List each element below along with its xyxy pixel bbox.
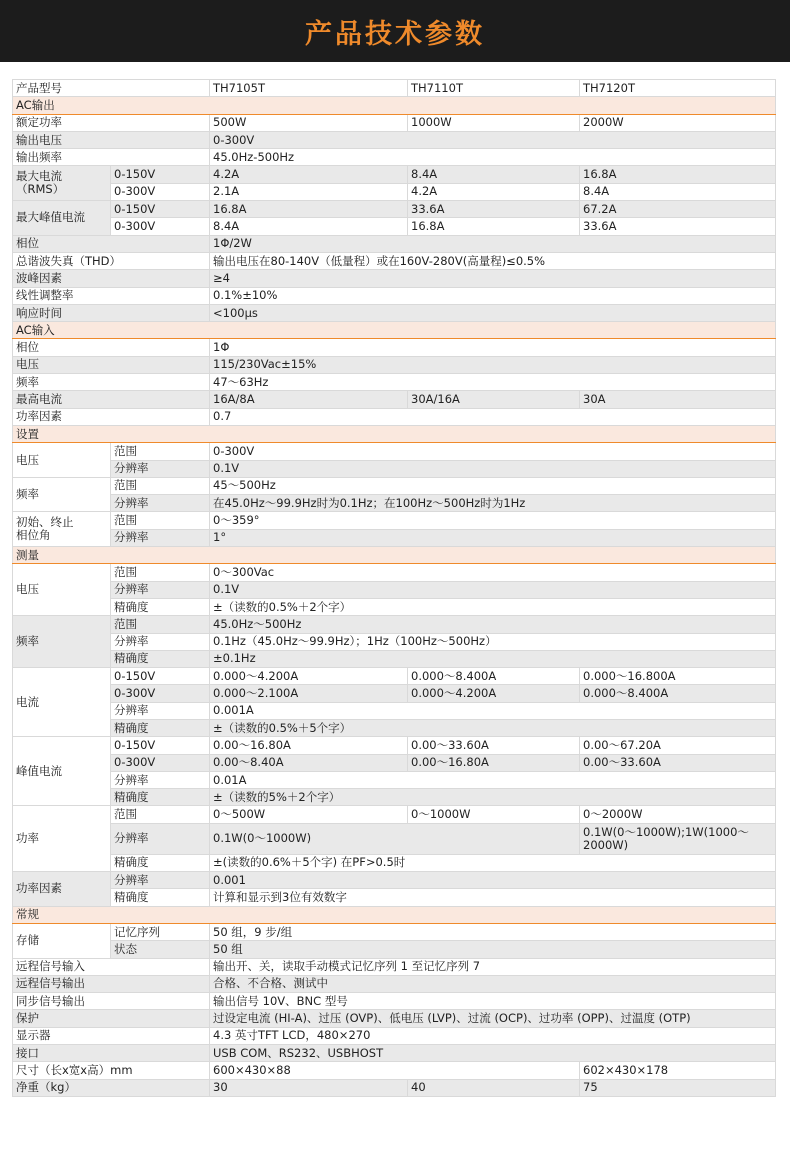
table-row bbox=[13, 339, 776, 356]
table-row bbox=[13, 1010, 776, 1027]
cell-value: 0.7 bbox=[210, 408, 776, 425]
sub-label: 分辨率 bbox=[111, 529, 210, 546]
table-row bbox=[13, 356, 776, 373]
cell-value: ±(读数的0.6%＋5个字) 在PF>0.5时 bbox=[210, 854, 776, 871]
row-label: 显示器 bbox=[13, 1027, 210, 1044]
cell-value: 45.0Hz～500Hz bbox=[210, 616, 776, 633]
cell-value: 45.0Hz-500Hz bbox=[210, 149, 776, 166]
cell-value: 500W bbox=[210, 114, 408, 131]
table-row bbox=[13, 304, 776, 321]
table-row bbox=[13, 218, 776, 235]
cell-value: 计算和显示到3位有效数字 bbox=[210, 889, 776, 906]
range-label: 0-300V bbox=[111, 218, 210, 235]
cell-value: 16.8A bbox=[210, 201, 408, 218]
row-label: 保护 bbox=[13, 1010, 210, 1027]
table-row bbox=[13, 737, 776, 754]
table-row bbox=[13, 201, 776, 218]
cell-value: 0.00～16.80A bbox=[210, 737, 408, 754]
range-label: 0-300V bbox=[111, 754, 210, 771]
cell-value: 0.1W(0～1000W) bbox=[210, 823, 580, 854]
row-label: 远程信号输入 bbox=[13, 958, 210, 975]
table-row bbox=[13, 477, 776, 494]
row-label: 远程信号输出 bbox=[13, 975, 210, 992]
row-label: 额定功率 bbox=[13, 114, 210, 131]
table-row bbox=[13, 495, 776, 512]
cell-value: 2000W bbox=[580, 114, 776, 131]
cell-value: 0～359° bbox=[210, 512, 776, 529]
model-3: TH7120T bbox=[580, 80, 776, 97]
cell-value: 115/230Vac±15% bbox=[210, 356, 776, 373]
row-label: 线性调整率 bbox=[13, 287, 210, 304]
table-row bbox=[13, 391, 776, 408]
range-label: 0-150V bbox=[111, 166, 210, 183]
row-label: 最大电流 （RMS） bbox=[13, 166, 111, 201]
cell-value: 0.000～8.400A bbox=[408, 668, 580, 685]
cell-value: USB COM、RS232、USBHOST bbox=[210, 1045, 776, 1062]
sub-label: 精确度 bbox=[111, 889, 210, 906]
cell-value: 0.000～8.400A bbox=[580, 685, 776, 702]
row-label: 同步信号输出 bbox=[13, 993, 210, 1010]
table-row bbox=[13, 685, 776, 702]
sub-label: 精确度 bbox=[111, 854, 210, 871]
sub-label: 分辨率 bbox=[111, 633, 210, 650]
sub-label: 范围 bbox=[111, 806, 210, 823]
row-label: 相位 bbox=[13, 339, 210, 356]
cell-value: 0-300V bbox=[210, 131, 776, 148]
table-row bbox=[13, 252, 776, 269]
cell-value: ±0.1Hz bbox=[210, 650, 776, 667]
row-label: 尺寸（长x宽x高）mm bbox=[13, 1062, 210, 1079]
row-label: 输出频率 bbox=[13, 149, 210, 166]
cell-value: 8.4A bbox=[210, 218, 408, 235]
cell-value: 0～300Vac bbox=[210, 564, 776, 581]
table-row bbox=[13, 166, 776, 183]
range-label: 0-300V bbox=[111, 183, 210, 200]
model-2: TH7110T bbox=[408, 80, 580, 97]
cell-value: 4.2A bbox=[210, 166, 408, 183]
sub-label: 精确度 bbox=[111, 650, 210, 667]
sub-label: 分辨率 bbox=[111, 581, 210, 598]
table-row bbox=[13, 512, 776, 529]
cell-value: 0.000～16.800A bbox=[580, 668, 776, 685]
row-label: 电压 bbox=[13, 443, 111, 478]
cell-value: 30A/16A bbox=[408, 391, 580, 408]
row-label: 初始、终止 相位角 bbox=[13, 512, 111, 547]
cell-value: 30A bbox=[580, 391, 776, 408]
cell-value: 0.000～4.200A bbox=[408, 685, 580, 702]
row-label: 接口 bbox=[13, 1045, 210, 1062]
table-row bbox=[13, 616, 776, 633]
section-general bbox=[13, 906, 776, 923]
row-label: 最大峰值电流 bbox=[13, 201, 111, 236]
table-row bbox=[13, 806, 776, 823]
table-row bbox=[13, 460, 776, 477]
row-label: 电压 bbox=[13, 356, 210, 373]
row-label: 波峰因素 bbox=[13, 270, 210, 287]
cell-value: 0.001 bbox=[210, 872, 776, 889]
section-settings bbox=[13, 425, 776, 442]
cell-value: 45～500Hz bbox=[210, 477, 776, 494]
section-title: AC输出 bbox=[13, 97, 776, 114]
cell-value: 1Φ bbox=[210, 339, 776, 356]
cell-value: 0.00～33.60A bbox=[408, 737, 580, 754]
cell-value: 输出信号 10V、BNC 型号 bbox=[210, 993, 776, 1010]
cell-value: 2.1A bbox=[210, 183, 408, 200]
table-row bbox=[13, 993, 776, 1010]
cell-value: 0.1Hz（45.0Hz～99.9Hz）；1Hz（100Hz～500Hz） bbox=[210, 633, 776, 650]
section-title: AC输入 bbox=[13, 322, 776, 339]
sub-label: 分辨率 bbox=[111, 495, 210, 512]
cell-value: ±（读数的0.5%＋2个字） bbox=[210, 598, 776, 615]
cell-value: 50 组 bbox=[210, 941, 776, 958]
cell-value: 0.1W(0～1000W);1W(1000～2000W) bbox=[580, 823, 776, 854]
cell-value: 8.4A bbox=[580, 183, 776, 200]
table-row bbox=[13, 1045, 776, 1062]
cell-value: 4.3 英寸TFT LCD，480×270 bbox=[210, 1027, 776, 1044]
row-label: 频率 bbox=[13, 616, 111, 668]
table-row bbox=[13, 598, 776, 615]
cell-value: 输出开、关，读取手动模式记忆序列 1 至记忆序列 7 bbox=[210, 958, 776, 975]
table-row bbox=[13, 287, 776, 304]
row-label: 最高电流 bbox=[13, 391, 210, 408]
sub-label: 分辨率 bbox=[111, 872, 210, 889]
row-label: 总谐波失真（THD） bbox=[13, 252, 210, 269]
sub-label: 分辨率 bbox=[111, 702, 210, 719]
range-label: 0-150V bbox=[111, 668, 210, 685]
section-title: 测量 bbox=[13, 547, 776, 564]
cell-value: 16A/8A bbox=[210, 391, 408, 408]
table-row bbox=[13, 854, 776, 871]
cell-value: 0.1%±10% bbox=[210, 287, 776, 304]
table-row bbox=[13, 719, 776, 736]
table-row bbox=[13, 889, 776, 906]
table-row bbox=[13, 408, 776, 425]
cell-value: 40 bbox=[408, 1079, 580, 1096]
cell-value: 1000W bbox=[408, 114, 580, 131]
section-ac-input bbox=[13, 322, 776, 339]
cell-value: 0～2000W bbox=[580, 806, 776, 823]
table-row bbox=[13, 581, 776, 598]
table-row bbox=[13, 771, 776, 788]
sub-label: 分辨率 bbox=[111, 823, 210, 854]
cell-value: 0.00～16.80A bbox=[408, 754, 580, 771]
cell-value: 0.00～33.60A bbox=[580, 754, 776, 771]
cell-value: 0.000～4.200A bbox=[210, 668, 408, 685]
cell-value: 0.01A bbox=[210, 771, 776, 788]
cell-value: 输出电压在80-140V（低量程）或在160V-280V(高量程)≤0.5% bbox=[210, 252, 776, 269]
row-label: 电压 bbox=[13, 564, 111, 616]
table-row bbox=[13, 1062, 776, 1079]
cell-value: 16.8A bbox=[580, 166, 776, 183]
cell-value: 0～500W bbox=[210, 806, 408, 823]
table-header-row bbox=[13, 80, 776, 97]
model-1: TH7105T bbox=[210, 80, 408, 97]
cell-value: 0.000～2.100A bbox=[210, 685, 408, 702]
sub-label: 范围 bbox=[111, 477, 210, 494]
cell-value: 75 bbox=[580, 1079, 776, 1096]
cell-value: 0～1000W bbox=[408, 806, 580, 823]
table-row bbox=[13, 374, 776, 391]
cell-value: 33.6A bbox=[580, 218, 776, 235]
table-row bbox=[13, 270, 776, 287]
row-label: 峰值电流 bbox=[13, 737, 111, 806]
title-banner bbox=[0, 0, 790, 62]
cell-value: <100μs bbox=[210, 304, 776, 321]
table-row bbox=[13, 235, 776, 252]
page-title: 产品技术参数 bbox=[305, 18, 485, 50]
table-row bbox=[13, 149, 776, 166]
cell-value: 47～63Hz bbox=[210, 374, 776, 391]
row-label: 存储 bbox=[13, 923, 111, 958]
cell-value: 16.8A bbox=[408, 218, 580, 235]
row-label: 频率 bbox=[13, 374, 210, 391]
spec-table bbox=[12, 79, 776, 1097]
model-label: 产品型号 bbox=[13, 80, 210, 97]
sub-label: 范围 bbox=[111, 512, 210, 529]
range-label: 0-150V bbox=[111, 737, 210, 754]
cell-value: 4.2A bbox=[408, 183, 580, 200]
cell-value: 1Φ/2W bbox=[210, 235, 776, 252]
sub-label: 范围 bbox=[111, 616, 210, 633]
cell-value: 过设定电流 (HI-A)、过压 (OVP)、低电压 (LVP)、过流 (OCP)、过功率 (OPP)、过温度 (OTP) bbox=[210, 1010, 776, 1027]
table-row bbox=[13, 529, 776, 546]
table-row bbox=[13, 789, 776, 806]
row-label: 功率因素 bbox=[13, 408, 210, 425]
cell-value: 0.001A bbox=[210, 702, 776, 719]
table-row bbox=[13, 1079, 776, 1096]
sub-label: 范围 bbox=[111, 443, 210, 460]
cell-value: ≥4 bbox=[210, 270, 776, 287]
row-label: 相位 bbox=[13, 235, 210, 252]
table-row bbox=[13, 1027, 776, 1044]
table-row bbox=[13, 114, 776, 131]
cell-value: 0.1V bbox=[210, 460, 776, 477]
section-measurement bbox=[13, 547, 776, 564]
row-label: 净重（kg） bbox=[13, 1079, 210, 1096]
cell-value: 50 组，9 步/组 bbox=[210, 923, 776, 940]
cell-value: ±（读数的5%＋2个字） bbox=[210, 789, 776, 806]
cell-value: 602×430×178 bbox=[580, 1062, 776, 1079]
cell-value: 0-300V bbox=[210, 443, 776, 460]
range-label: 0-300V bbox=[111, 685, 210, 702]
sub-label: 精确度 bbox=[111, 719, 210, 736]
table-row bbox=[13, 958, 776, 975]
table-row bbox=[13, 131, 776, 148]
table-row bbox=[13, 702, 776, 719]
section-ac-output bbox=[13, 97, 776, 114]
row-label: 功率因素 bbox=[13, 872, 111, 907]
table-row bbox=[13, 975, 776, 992]
cell-value: ±（读数的0.5%＋5个字） bbox=[210, 719, 776, 736]
cell-value: 合格、不合格、测试中 bbox=[210, 975, 776, 992]
table-row bbox=[13, 754, 776, 771]
sub-label: 精确度 bbox=[111, 789, 210, 806]
cell-value: 30 bbox=[210, 1079, 408, 1096]
sub-label: 分辨率 bbox=[111, 460, 210, 477]
table-row bbox=[13, 633, 776, 650]
cell-value: 8.4A bbox=[408, 166, 580, 183]
row-label: 响应时间 bbox=[13, 304, 210, 321]
sub-label: 记忆序列 bbox=[111, 923, 210, 940]
cell-value: 33.6A bbox=[408, 201, 580, 218]
row-label: 频率 bbox=[13, 477, 111, 512]
section-title: 常规 bbox=[13, 906, 776, 923]
cell-value: 67.2A bbox=[580, 201, 776, 218]
sub-label: 精确度 bbox=[111, 598, 210, 615]
cell-value: 0.00～67.20A bbox=[580, 737, 776, 754]
sub-label: 状态 bbox=[111, 941, 210, 958]
table-row bbox=[13, 564, 776, 581]
cell-value: 600×430×88 bbox=[210, 1062, 580, 1079]
section-title: 设置 bbox=[13, 425, 776, 442]
row-label: 输出电压 bbox=[13, 131, 210, 148]
table-row bbox=[13, 183, 776, 200]
cell-value: 0.00～8.40A bbox=[210, 754, 408, 771]
row-label: 电流 bbox=[13, 668, 111, 737]
table-row bbox=[13, 650, 776, 667]
table-row bbox=[13, 923, 776, 940]
range-label: 0-150V bbox=[111, 201, 210, 218]
cell-value: 0.1V bbox=[210, 581, 776, 598]
cell-value: 1° bbox=[210, 529, 776, 546]
sub-label: 范围 bbox=[111, 564, 210, 581]
sub-label: 分辨率 bbox=[111, 771, 210, 788]
table-row bbox=[13, 823, 776, 854]
table-row bbox=[13, 443, 776, 460]
table-row bbox=[13, 668, 776, 685]
table-row bbox=[13, 872, 776, 889]
table-row bbox=[13, 941, 776, 958]
cell-value: 在45.0Hz～99.9Hz时为0.1Hz；在100Hz～500Hz时为1Hz bbox=[210, 495, 776, 512]
row-label: 功率 bbox=[13, 806, 111, 872]
